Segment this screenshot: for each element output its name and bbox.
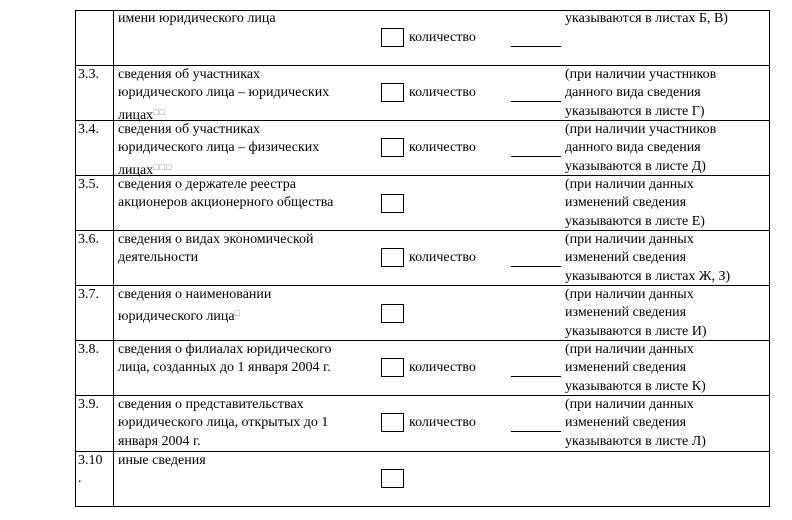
row-note bbox=[565, 341, 706, 396]
checkbox[interactable] bbox=[381, 413, 404, 432]
row-description bbox=[118, 231, 314, 268]
checkbox[interactable] bbox=[381, 83, 404, 102]
row-description bbox=[118, 10, 276, 28]
row-description bbox=[118, 341, 331, 378]
row-note bbox=[565, 10, 728, 28]
quantity-field[interactable] bbox=[511, 46, 561, 47]
description-line: сведения о наименовании bbox=[118, 287, 272, 302]
quantity-field[interactable] bbox=[511, 266, 561, 267]
note-line: указываются в листе Е) bbox=[565, 213, 705, 229]
row-description bbox=[118, 396, 328, 451]
quantity-label: количество bbox=[409, 360, 476, 375]
checkbox[interactable] bbox=[381, 28, 404, 47]
row-number: 3.5. bbox=[78, 177, 99, 192]
note-line: (при наличии участников bbox=[565, 122, 717, 137]
note-line: указываются в листе Д) bbox=[565, 158, 706, 174]
description-line: января 2004 г. bbox=[118, 433, 201, 449]
note-line: (при наличии данных bbox=[565, 342, 694, 357]
note-line: указываются в листе К) bbox=[565, 378, 706, 394]
quantity-field[interactable] bbox=[511, 101, 561, 102]
row-note bbox=[565, 396, 706, 451]
row-number: 3.3. bbox=[78, 67, 99, 82]
note-line: изменений сведения bbox=[565, 415, 687, 431]
note-line: данного вида сведения bbox=[565, 85, 701, 101]
note-line: указываются в листе Л) bbox=[565, 433, 706, 449]
description-line: лицах bbox=[118, 107, 154, 123]
checkbox[interactable] bbox=[381, 248, 404, 267]
row-number: 3.6. bbox=[78, 232, 99, 247]
quantity-label: количество bbox=[409, 250, 476, 265]
description-line: лица, созданных до 1 января 2004 г. bbox=[118, 360, 331, 376]
row-number: 3.7. bbox=[78, 287, 99, 302]
quantity-label: количество bbox=[409, 415, 476, 430]
row-number: 3.9. bbox=[78, 397, 99, 412]
footnote-mark: □ bbox=[234, 308, 241, 319]
quantity-field[interactable] bbox=[511, 431, 561, 432]
table-border-right bbox=[769, 10, 770, 507]
description-line: юридического лица bbox=[118, 309, 235, 325]
checkbox[interactable] bbox=[381, 358, 404, 377]
quantity-field[interactable] bbox=[511, 156, 561, 157]
row-number: 3.4. bbox=[78, 122, 99, 137]
description-line: сведения о представительствах bbox=[118, 397, 304, 412]
description-line: сведения об участниках bbox=[118, 67, 261, 82]
row-description bbox=[118, 121, 319, 176]
description-line: акционеров акционерного общества bbox=[118, 195, 334, 211]
quantity-label: количество bbox=[409, 140, 476, 155]
row-number: 3.10 . bbox=[78, 453, 103, 487]
description-line: имени юридического лица bbox=[118, 11, 276, 26]
table-border-bottom bbox=[75, 506, 769, 507]
note-line: изменений сведения bbox=[565, 360, 687, 376]
quantity-field[interactable] bbox=[511, 376, 561, 377]
note-line: изменений сведения bbox=[565, 305, 687, 321]
row-note bbox=[565, 121, 716, 176]
table-border-left bbox=[75, 10, 76, 507]
note-line: указываются в листе Г) bbox=[565, 103, 705, 119]
note-line: (при наличии данных bbox=[565, 397, 694, 412]
row-note bbox=[565, 286, 707, 341]
footnote-mark: □□ bbox=[153, 106, 167, 117]
row-description bbox=[118, 452, 206, 470]
note-line: указываются в листах Ж, З) bbox=[565, 268, 731, 284]
row-note bbox=[565, 176, 705, 231]
row-description bbox=[118, 286, 271, 323]
description-line: сведения о держателе реестра bbox=[118, 177, 296, 192]
row-description bbox=[118, 66, 329, 121]
checkbox[interactable] bbox=[381, 194, 404, 213]
footnote-mark: □□□ bbox=[153, 161, 173, 172]
note-line: изменений сведения bbox=[565, 250, 687, 266]
note-line: изменений сведения bbox=[565, 195, 687, 211]
description-line: юридического лица – юридических bbox=[118, 85, 330, 101]
checkbox[interactable] bbox=[381, 138, 404, 157]
table-border-number-column bbox=[113, 10, 114, 507]
description-line: юридического лица – физических bbox=[118, 140, 320, 156]
description-line: юридического лица, открытых до 1 bbox=[118, 415, 329, 431]
description-line: сведения о филиалах юридического bbox=[118, 342, 332, 357]
description-line: сведения о видах экономической bbox=[118, 232, 314, 247]
row-note bbox=[565, 66, 716, 121]
note-line: (при наличии участников bbox=[565, 67, 717, 82]
description-line: деятельности bbox=[118, 250, 199, 266]
note-line: (при наличии данных bbox=[565, 232, 694, 247]
checkbox[interactable] bbox=[381, 304, 404, 323]
note-line: данного вида сведения bbox=[565, 140, 701, 156]
quantity-label: количество bbox=[409, 85, 476, 100]
note-line: указываются в листе И) bbox=[565, 323, 707, 339]
note-line: (при наличии данных bbox=[565, 287, 694, 302]
description-line: иные сведения bbox=[118, 453, 206, 468]
description-line: лицах bbox=[118, 162, 154, 178]
row-description bbox=[118, 176, 333, 213]
note-line: (при наличии данных bbox=[565, 177, 694, 192]
checkbox[interactable] bbox=[381, 469, 404, 488]
note-line: указываются в листах Б, В) bbox=[565, 11, 728, 26]
row-number: 3.8. bbox=[78, 342, 99, 357]
row-note bbox=[565, 231, 730, 286]
quantity-label: количество bbox=[409, 30, 476, 45]
description-line: сведения об участниках bbox=[118, 122, 261, 137]
